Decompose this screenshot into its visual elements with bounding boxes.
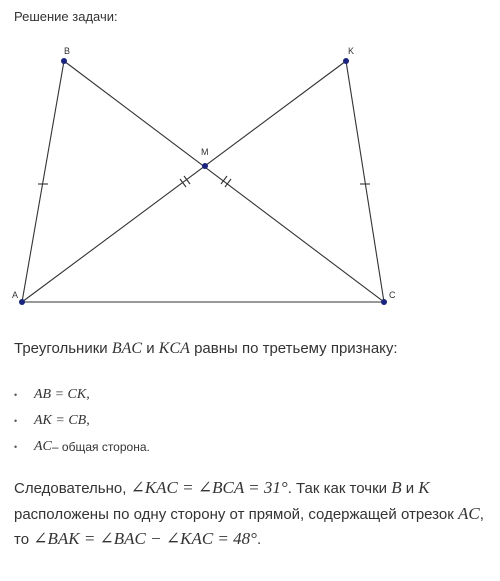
conclusion-math: ∠BAK = ∠BAC − ∠KAC = 48° [33, 529, 257, 548]
conclusion-text: расположены по одну сторону от прямой, содержащей отрезок [14, 505, 458, 523]
bullet-icon: • [14, 390, 18, 400]
point-m [202, 163, 208, 169]
conclusion-text: . Так как точки [287, 480, 392, 497]
conclusion-text: Следовательно, [14, 480, 131, 497]
list-item [14, 408, 150, 434]
conclusion-text: , то [14, 505, 484, 548]
bullet-icon: • [14, 416, 18, 426]
intro-suffix: равны по третьему признаку: [189, 340, 398, 357]
conclusion-math: K [418, 478, 430, 497]
label-k: K [348, 46, 355, 56]
segment-ab [22, 61, 64, 302]
conclusion-paragraph [14, 476, 492, 553]
conclusion-text: и [401, 480, 419, 497]
segment-bc [64, 61, 384, 302]
intro-tri1: BAC [111, 340, 143, 357]
label-a: A [12, 290, 19, 300]
list-item [14, 434, 150, 460]
condition-text: – общая сторона. [51, 440, 150, 454]
conclusion-math: ∠KAC = ∠BCA = 31° [130, 478, 288, 497]
bullet-icon: • [14, 442, 18, 452]
label-c: C [389, 290, 396, 300]
list-item [14, 382, 150, 408]
geometry-figure [0, 40, 500, 320]
label-b: B [64, 46, 71, 56]
point-b [61, 58, 67, 64]
point-k [343, 58, 349, 64]
label-m: M [201, 147, 209, 157]
point-a [19, 299, 25, 305]
segment-kc [346, 61, 384, 302]
conclusion-math: B [391, 478, 402, 497]
conclusion-math: AC [457, 503, 480, 523]
condition-math: AK = CB, [34, 413, 90, 428]
intro-conj: и [142, 340, 159, 357]
condition-math: AB = CK, [34, 387, 90, 402]
solution-heading: Решение задачи: [14, 9, 118, 24]
triangles-statement [14, 340, 398, 358]
condition-math: AC [34, 439, 52, 454]
conclusion-text: . [256, 531, 262, 548]
conditions-list [14, 382, 150, 460]
intro-prefix: Треугольники [14, 340, 112, 357]
point-c [381, 299, 387, 305]
segment-ak [22, 61, 346, 302]
intro-tri2: KCA [158, 340, 190, 357]
